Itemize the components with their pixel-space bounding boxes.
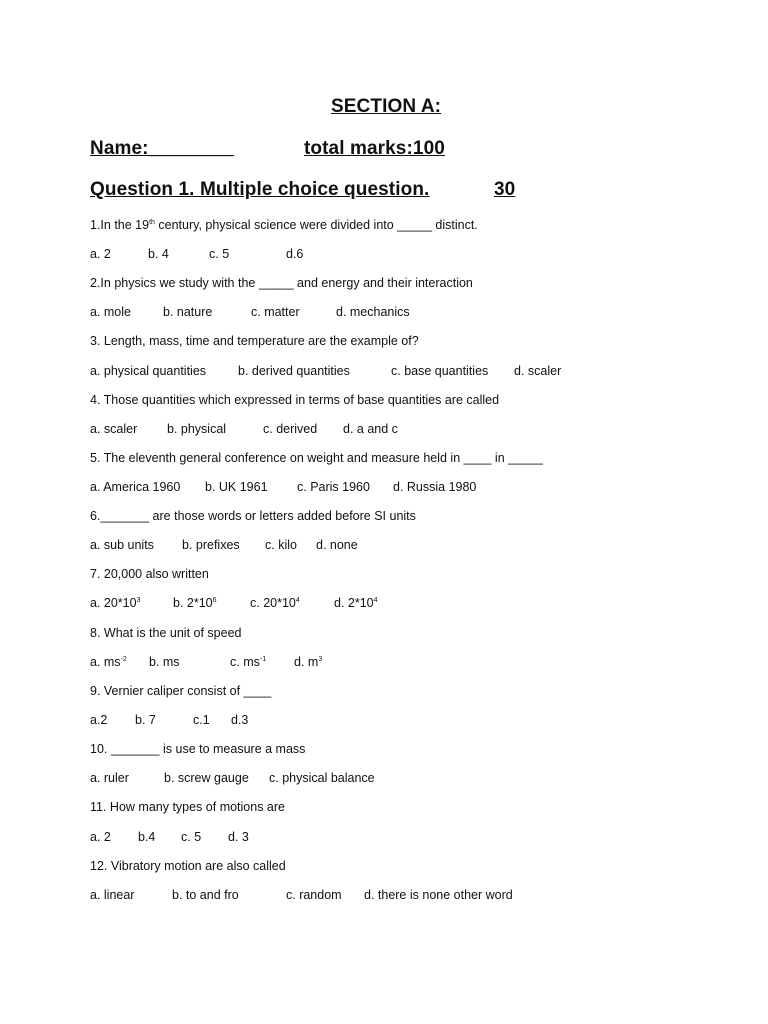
question-1-part-b: century, physical science were divided into _____ distinct. xyxy=(154,218,478,232)
option-d: d. mechanics xyxy=(336,305,410,319)
option-d-base: d. 2*10 xyxy=(334,596,374,610)
question-5: 5. The eleventh general conference on weight and measure held in ____ in _____ xyxy=(90,451,543,465)
option-c: c. Paris 1960 xyxy=(297,480,370,494)
option-a xyxy=(90,653,127,671)
option-b xyxy=(173,594,217,612)
option-a: a. ruler xyxy=(90,771,129,785)
option-b: b. nature xyxy=(163,305,213,319)
question-7: 7. 20,000 also written xyxy=(90,567,209,581)
option-d: d.3 xyxy=(231,713,249,727)
option-b-base: b. 2*10 xyxy=(173,596,213,610)
option-d: d. a and c xyxy=(343,422,398,436)
question-10: 10. _______ is use to measure a mass xyxy=(90,742,306,756)
option-b: b. screw gauge xyxy=(164,771,249,785)
option-b: b. to and fro xyxy=(172,888,239,902)
question-1 xyxy=(90,216,478,234)
option-d: d.6 xyxy=(286,247,304,261)
option-c: c. base quantities xyxy=(391,364,489,378)
option-a: a. mole xyxy=(90,305,131,319)
total-marks: total marks:100 xyxy=(304,138,445,159)
question-3: 3. Length, mass, time and temperature are the example of? xyxy=(90,334,419,348)
option-c-exponent: -1 xyxy=(259,655,267,663)
option-a: a. sub units xyxy=(90,538,154,552)
option-b: b. prefixes xyxy=(182,538,240,552)
option-a: a.2 xyxy=(90,713,108,727)
option-c: c.1 xyxy=(193,713,210,727)
option-c-exponent: 4 xyxy=(295,596,300,604)
question-2: 2.In physics we study with the _____ and energy and their interaction xyxy=(90,276,473,290)
question-title: Question 1. Multiple choice question. xyxy=(90,179,430,200)
option-d: d. none xyxy=(316,538,358,552)
option-b: b. physical xyxy=(167,422,227,436)
option-c-base: c. ms xyxy=(230,655,260,669)
option-d: d. 3 xyxy=(228,830,249,844)
option-c: c. kilo xyxy=(265,538,297,552)
option-c xyxy=(230,653,266,671)
option-a: a. 2 xyxy=(90,830,111,844)
question-8: 8. What is the unit of speed xyxy=(90,626,242,640)
option-b: b. UK 1961 xyxy=(205,480,268,494)
option-a: a. linear xyxy=(90,888,135,902)
option-b: b. 4 xyxy=(148,247,169,261)
option-a-exponent: 3 xyxy=(136,596,141,604)
option-c: c. 5 xyxy=(181,830,202,844)
option-a xyxy=(90,594,140,612)
option-a: a. scaler xyxy=(90,422,138,436)
question-marks: 30 xyxy=(494,179,516,200)
option-a-base: a. ms xyxy=(90,655,121,669)
question-6: 6._______ are those words or letters added before SI units xyxy=(90,509,416,523)
option-d: d. scaler xyxy=(514,364,562,378)
option-d: d. Russia 1980 xyxy=(393,480,477,494)
question-9: 9. Vernier caliper consist of ____ xyxy=(90,684,272,698)
option-c: c. 5 xyxy=(209,247,230,261)
option-d xyxy=(334,594,378,612)
question-4: 4. Those quantities which expressed in terms of base quantities are called xyxy=(90,393,500,407)
option-a-base: a. 20*10 xyxy=(90,596,137,610)
option-c: c. random xyxy=(286,888,342,902)
option-a-exponent: -2 xyxy=(120,655,127,663)
option-d: d. there is none other word xyxy=(364,888,513,902)
option-c xyxy=(250,594,300,612)
option-b: b. 7 xyxy=(135,713,156,727)
option-d xyxy=(294,653,322,671)
name-field-label: Name:________ xyxy=(90,138,234,159)
question-12: 12. Vibratory motion are also called xyxy=(90,859,286,873)
option-c: c. physical balance xyxy=(269,771,375,785)
option-b: b. derived quantities xyxy=(238,364,350,378)
option-d-exponent: 4 xyxy=(373,596,378,604)
option-b: b.4 xyxy=(138,830,156,844)
option-a: a. America 1960 xyxy=(90,480,181,494)
option-b-exponent: 6 xyxy=(212,596,217,604)
question-1-superscript: th xyxy=(149,218,155,226)
option-b-base: b. ms xyxy=(149,655,180,669)
option-b xyxy=(149,653,180,671)
option-d-base: d. m xyxy=(294,655,319,669)
question-1-part-a: 1.In the 19 xyxy=(90,218,150,232)
option-d-exponent: 3 xyxy=(318,655,323,663)
option-a: a. physical quantities xyxy=(90,364,207,378)
option-c: c. matter xyxy=(251,305,300,319)
option-c-base: c. 20*10 xyxy=(250,596,296,610)
section-heading: SECTION A: xyxy=(331,96,442,117)
question-11: 11. How many types of motions are xyxy=(90,800,285,814)
option-c: c. derived xyxy=(263,422,318,436)
option-a: a. 2 xyxy=(90,247,111,261)
